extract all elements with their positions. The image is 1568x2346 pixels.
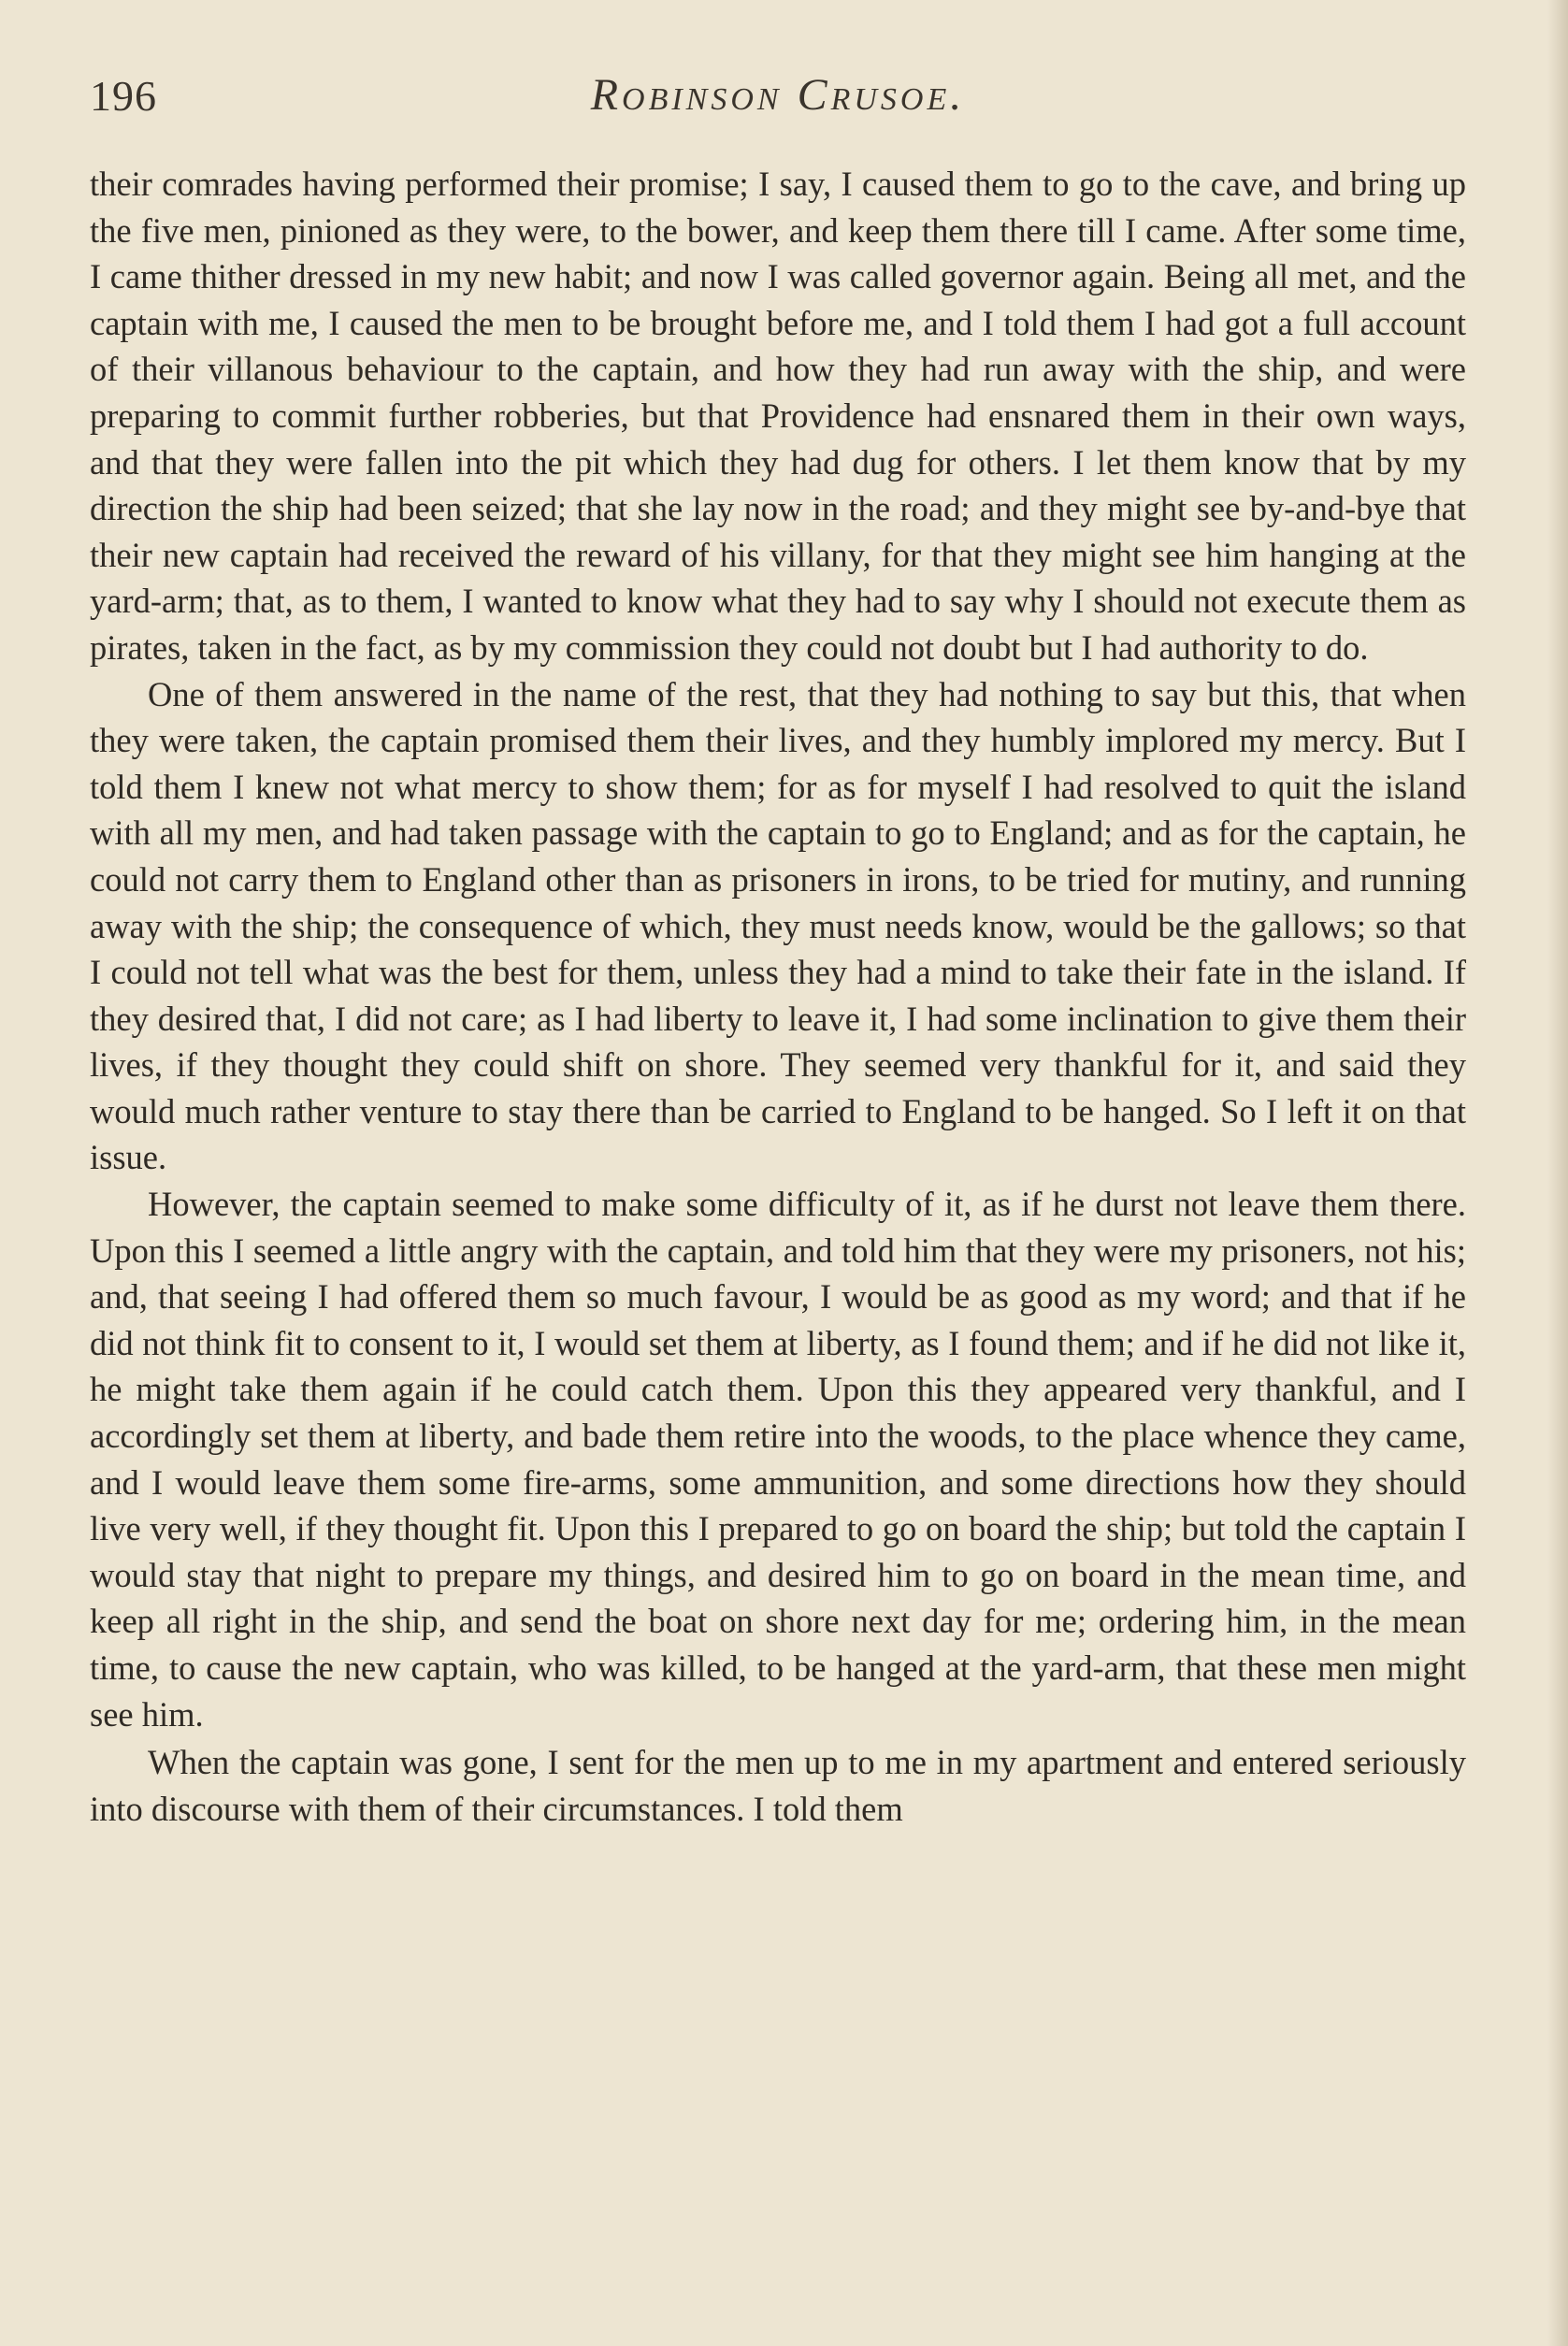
paragraph-3: However, the captain seemed to make some difficulty of it, as if he durst not leave them there. Upon this I seemed a little angry with the captain, and told him that they were my prisoners, not his; and, that seeing I had offered them so much favour, I would be as good as my word; and that if he did not think fit to consent to it, I would set them at liberty, as I found them; and if he did not like it, he might take them again if he could catch them. Upon this they appeared very thankful, and I accordingly set them at liberty, and bade them retire into the woods, to the place whence they came, and I would leave them some fire-arms, some ammunition, and some directions how they should live very well, if they thought fit. Upon this I prepared to go on board the ship; but told the captain I would stay that night to prepare my things, and desired him to go on board in the mean time, and keep all right in the ship, and send the boat on shore next day for me; ordering him, in the mean time, to cause the new captain, who was killed, to be hanged at the yard-arm, that these men might see him. xyxy=(90,1185,1466,1734)
paragraph-4: When the captain was gone, I sent for the men up to me in my apartment and entered seriously into discourse with them of their circumstances. I told them xyxy=(90,1743,1466,1828)
paragraph-1: their comrades having performed their promise; I say, I caused them to go to the cave, and bring up the five men, pinioned as they were, to the bower, and keep them there till I came. After some time, I came thither dressed in my new habit; and now I was called governor again. Being all met, and the captain with me, I caused the men to be brought before me, and I told them I had got a full account of their villanous behaviour to the captain, and how they had run away with the ship, and were preparing to commit further robberies, but that Providence had ensnared them in their own ways, and that they were fallen into the pit which they had dug for others. I let them know that by my direction the ship had been seized; that she lay now in the road; and they might see by-and-bye that their new captain had received the reward of his villany, for that they might see him hanging at the yard-arm; that, as to them, I wanted to know what they had to say why I should not execute them as pirates, taken in the fact, as by my commission they could not doubt but I had authority to do. xyxy=(90,165,1466,667)
body-text xyxy=(90,161,1466,1832)
running-title: Robinson Crusoe. xyxy=(590,70,966,120)
page-number: 196 xyxy=(90,72,157,120)
page-edge-shadow xyxy=(1547,0,1568,2346)
page-header xyxy=(90,65,1466,131)
paragraph-2: One of them answered in the name of the rest, that they had nothing to say but this, that when they were taken, the captain promised them their lives, and they humbly implored my mercy. But I told them I knew not what mercy to show them; for as for myself I had resolved to quit the island with all my men, and had taken passage with the captain to go to England; and as for the captain, he could not carry them to England other than as prisoners in irons, to be tried for mutiny, and running away with the ship; the consequence of which, they must needs know, would be the gallows; so that I could not tell what was the best for them, unless they had a mind to take their fate in the island. If they desired that, I did not care; as I had liberty to leave it, I had some inclination to give them their lives, if they thought they could shift on shore. They seemed very thankful for it, and said they would much rather venture to stay there than be carried to England to be hanged. So I left it on that issue. xyxy=(90,674,1466,1177)
